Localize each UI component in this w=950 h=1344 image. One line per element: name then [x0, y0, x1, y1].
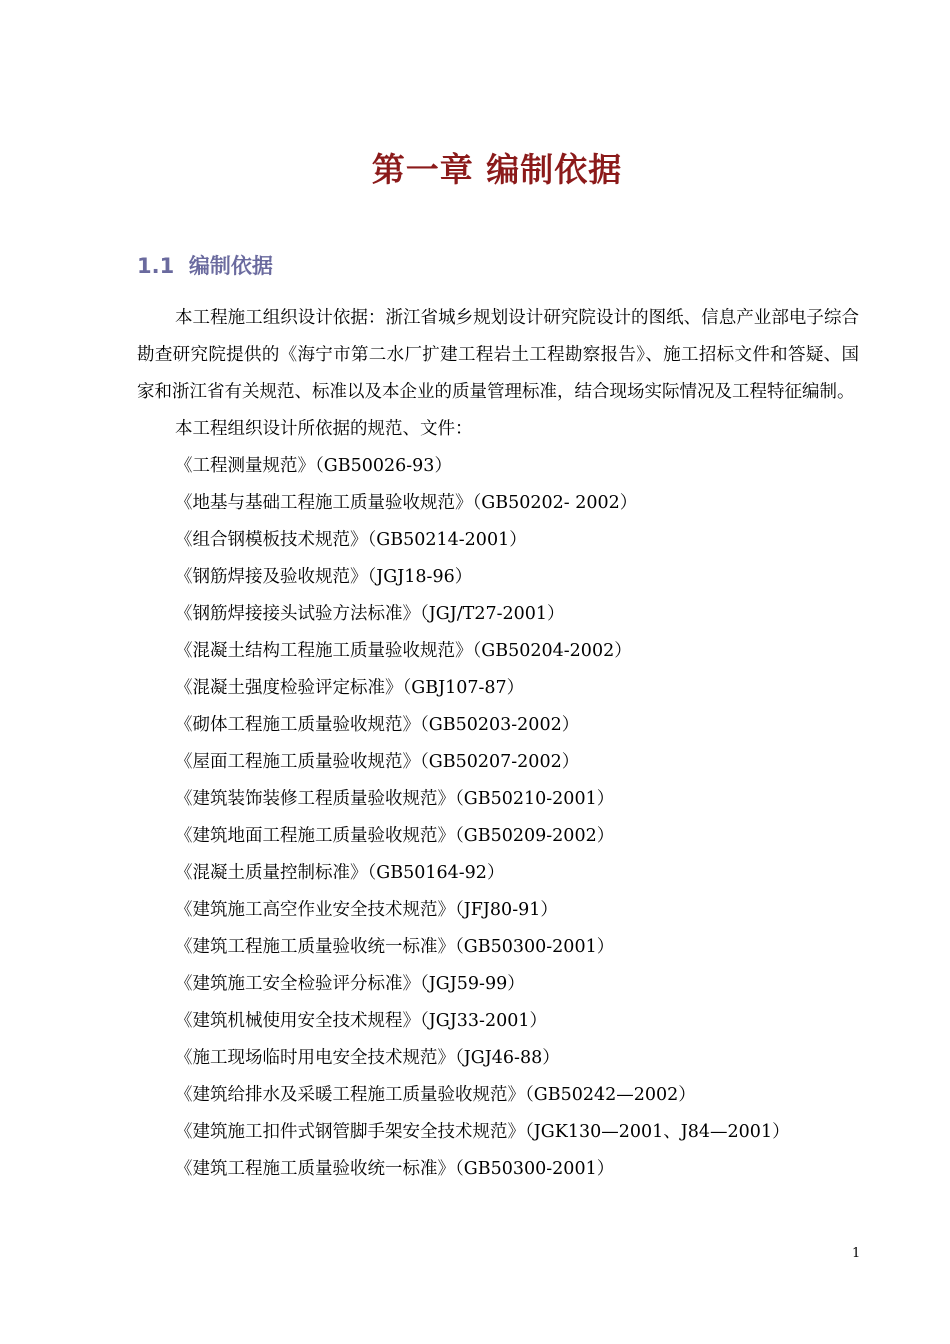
reference-item: 《建筑工程施工质量验收统一标准》（GB50300-2001） [175, 937, 615, 957]
chapter-title: 第一章 编制依据 [371, 150, 623, 189]
reference-item: 《建筑工程施工质量验收统一标准》（GB50300-2001） [175, 1159, 615, 1179]
reference-item: 《混凝土质量控制标准》（GB50164-92） [175, 863, 505, 883]
reference-item: 《钢筋焊接接头试验方法标准》（JGJ/T27-2001） [175, 604, 565, 624]
reference-item: 《屋面工程施工质量验收规范》（GB50207-2002） [175, 752, 580, 772]
reference-item: 《建筑施工安全检验评分标准》（JGJ59-99） [175, 974, 525, 994]
reference-item: 《组合钢模板技术规范》（GB50214-2001） [175, 530, 527, 550]
reference-intro-paragraph: 本工程组织设计所依据的规范、文件： [175, 419, 473, 439]
reference-item: 《工程测量规范》（GB50026-93） [175, 456, 452, 476]
intro-paragraph: 本工程施工组织设计依据：浙江省城乡规划设计研究院设计的图纸、信息产业部电子综合勘查研究院提供的《海宁市第二水厂扩建工程岩土工程勘察报告》、施工招标文件和答疑、国家和浙江省有关规范、标准以及本企业的质量管理标准，结合现场实际情况及工程特征编制。 [137, 308, 859, 402]
reference-item: 《砌体工程施工质量验收规范》（GB50203-2002） [175, 715, 580, 735]
page-number: 1 [852, 1246, 861, 1261]
reference-item: 《施工现场临时用电安全技术规范》（JGJ46-88） [175, 1048, 560, 1068]
section-number: 1.1 [137, 254, 175, 278]
reference-item: 《钢筋焊接及验收规范》（JGJ18-96） [175, 567, 473, 587]
reference-item: 《地基与基础工程施工质量验收规范》（GB50202- 2002） [175, 493, 638, 513]
body-content [137, 300, 859, 1188]
section-heading [137, 250, 273, 280]
section-title: 编制依据 [188, 254, 273, 278]
reference-item: 《建筑地面工程施工质量验收规范》（GB50209-2002） [175, 826, 615, 846]
reference-item: 《建筑施工扣件式钢管脚手架安全技术规范》（JGK130—2001、J84—2001） [175, 1122, 790, 1142]
reference-item: 《混凝土强度检验评定标准》（GBJ107-87） [175, 678, 525, 698]
reference-item: 《建筑装饰装修工程质量验收规范》（GB50210-2001） [175, 789, 615, 809]
reference-item: 《建筑施工高空作业安全技术规范》（JFJ80-91） [175, 900, 558, 920]
reference-item: 《建筑机械使用安全技术规程》（JGJ33-2001） [175, 1011, 547, 1031]
reference-item: 《建筑给排水及采暖工程施工质量验收规范》（GB50242—2002） [175, 1085, 696, 1105]
reference-list [137, 448, 859, 1188]
reference-item: 《混凝土结构工程施工质量验收规范》（GB50204-2002） [175, 641, 632, 661]
